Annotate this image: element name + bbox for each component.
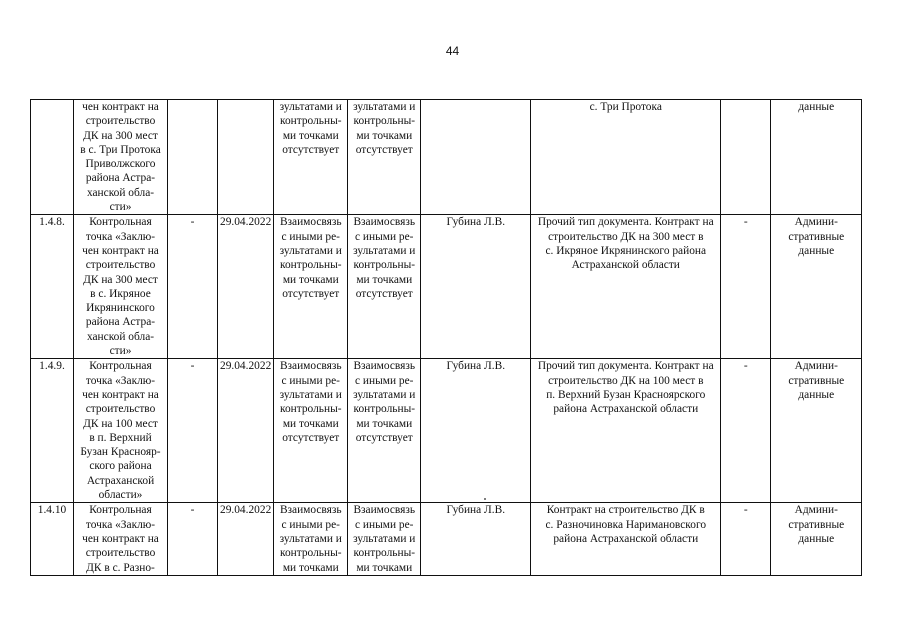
page-number: 44 <box>445 44 460 58</box>
relation-results: Взаимосвязь с иными ре- зультатами и контрольны- ми точками отсутствует <box>274 215 348 359</box>
responsible-person: Губина Л.В. <box>421 215 531 359</box>
dash-cell-2: - <box>721 503 771 575</box>
data-source: Админи- стративные данные <box>771 359 862 503</box>
control-point-name: Контрольная точка «Заклю- чен контракт на строительство ДК в с. Разно- <box>74 503 168 575</box>
document-description: Прочий тип документа. Контракт на строительство ДК на 300 мест в с. Икряное Икрянинского района Астраханской области <box>531 215 721 359</box>
control-point-name: Контрольная точка «Заклю- чен контракт на строительство ДК на 300 мест в с. Икряное Икрянинского района Астра- ханской обла- сти» <box>74 215 168 359</box>
dash-cell-2 <box>721 100 771 215</box>
data-source: Админи- стративные данные <box>771 503 862 575</box>
dash-cell <box>168 100 218 215</box>
document-description: Контракт на строительство ДК в с. Разночиновка Наримановского района Астраханской области <box>531 503 721 575</box>
relation-results: Взаимосвязь с иными ре- зультатами и контрольны- ми точками <box>274 503 348 575</box>
row-number: 1.4.9. <box>31 359 74 503</box>
dash-cell: - <box>168 215 218 359</box>
dash-cell-2: - <box>721 359 771 503</box>
document-description: Прочий тип документа. Контракт на строительство ДК на 100 мест в п. Верхний Бузан Красноярского района Астраханской области <box>531 359 721 503</box>
responsible-person: Губина Л.В. <box>421 503 531 575</box>
relation-results-2: зультатами и контрольны- ми точками отсутствует <box>348 100 421 215</box>
relation-results: Взаимосвязь с иными ре- зультатами и контрольны- ми точками отсутствует <box>274 359 348 503</box>
scan-speck <box>484 498 486 500</box>
relation-results-2: Взаимосвязь с иными ре- зультатами и контрольны- ми точками <box>348 503 421 575</box>
row-number <box>31 100 74 215</box>
relation-results: зультатами и контрольны- ми точками отсутствует <box>274 100 348 215</box>
table-row <box>31 100 862 215</box>
control-points-table <box>30 99 862 576</box>
deadline-date: 29.04.2022 <box>218 359 274 503</box>
row-number: 1.4.8. <box>31 215 74 359</box>
dash-cell: - <box>168 359 218 503</box>
table-row <box>31 215 862 359</box>
deadline-date: 29.04.2022 <box>218 503 274 575</box>
relation-results-2: Взаимосвязь с иными ре- зультатами и контрольны- ми точками отсутствует <box>348 359 421 503</box>
responsible-person <box>421 100 531 215</box>
table-row <box>31 359 862 503</box>
control-point-name: Контрольная точка «Заклю- чен контракт на строительство ДК на 100 мест в п. Верхний Бузан Краснояр- ского района Астраханской области» <box>74 359 168 503</box>
dash-cell: - <box>168 503 218 575</box>
table-row <box>31 503 862 575</box>
relation-results-2: Взаимосвязь с иными ре- зультатами и контрольны- ми точками отсутствует <box>348 215 421 359</box>
data-source: данные <box>771 100 862 215</box>
data-source: Админи- стративные данные <box>771 215 862 359</box>
row-number: 1.4.10 <box>31 503 74 575</box>
dash-cell-2: - <box>721 215 771 359</box>
control-point-name: чен контракт на строительство ДК на 300 мест в с. Три Протока Приволжского района Астра- ханской обла- сти» <box>74 100 168 215</box>
deadline-date: 29.04.2022 <box>218 215 274 359</box>
deadline-date <box>218 100 274 215</box>
responsible-person: Губина Л.В. <box>421 359 531 503</box>
document-description: с. Три Протока <box>531 100 721 215</box>
